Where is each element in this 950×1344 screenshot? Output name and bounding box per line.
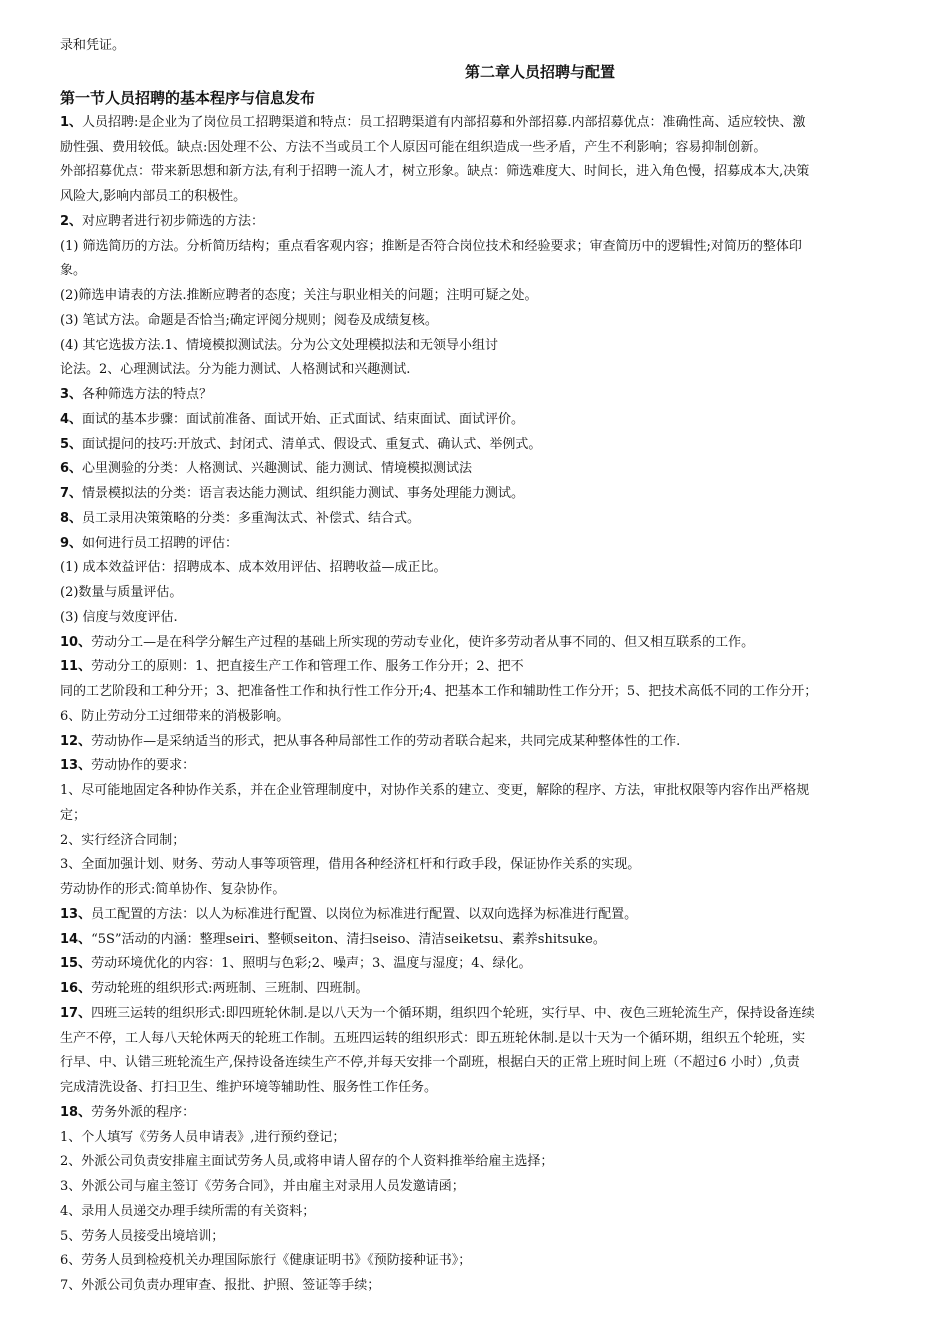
text-line [60, 259, 890, 284]
item-number: 6、 [60, 461, 83, 477]
text-line [60, 1027, 890, 1052]
item-number: 5、 [60, 436, 83, 452]
line-text: 2、实行经济合同制； [60, 832, 186, 848]
line-text: (3) 笔试方法。命题是否恰当;确定评阅分规则；阅卷及成绩复核。 [60, 312, 438, 328]
line-text: 如何进行员工招聘的评估： [82, 535, 239, 551]
line-text: 四班三运转的组织形式:即四班轮休制.是以八天为一个循环期，组织四个轮班，实行早、中、夜色三班轮流生产，保持设备连续 [91, 1005, 815, 1021]
line-text: 1、个人填写《劳务人员申请表》,进行预约登记； [60, 1129, 346, 1145]
line-text: 7、外派公司负责办理审查、报批、护照、签证等手续； [60, 1278, 381, 1293]
chapter-title: 第二章人员招聘与配置 [464, 62, 615, 81]
item-number: 15、 [60, 956, 92, 972]
line-text: 情景模拟法的分类：语言表达能力测试、组织能力测试、事务处理能力测试。 [82, 486, 525, 501]
line-text: 劳动分工—是在科学分解生产过程的基础上所实现的劳动专业化，使许多劳动者从事不同的、但又相互联系的工作。 [91, 634, 755, 650]
line-text: 6、防止劳动分工过细带来的消极影响。 [60, 708, 290, 724]
text-line [60, 532, 890, 557]
text-line [60, 829, 890, 854]
text-line [60, 1175, 890, 1200]
text-line [60, 606, 890, 631]
text-line [60, 433, 890, 458]
item-number: 12、 [60, 733, 92, 749]
text-line [60, 1274, 890, 1299]
item-number: 14、 [60, 931, 92, 947]
text-line [60, 928, 890, 953]
item-number: 8、 [60, 510, 83, 526]
item-number: 9、 [60, 535, 83, 551]
text-line [60, 457, 890, 482]
line-text: 1、尽可能地固定各种协作关系，并在企业管理制度中，对协作关系的建立、变更，解除的程序、方法，审批权限等内容作出严格规 [60, 783, 810, 798]
text-line [60, 1249, 890, 1274]
line-text: 人员招聘:是企业为了岗位员工招聘渠道和特点：员工招聘渠道有内部招募和外部招募.内部招募优点：准确性高、适应较快、激 [82, 114, 806, 130]
text-line [60, 779, 890, 804]
item-number: 2、 [60, 213, 83, 229]
item-number: 7、 [60, 486, 83, 501]
text-line [60, 754, 890, 779]
text-line [60, 284, 890, 309]
line-text: 外部招募优点：带来新思想和新方法,有利于招聘一流人才，树立形象。缺点：筛选难度大、时间长，进入角色慢，招募成本大,决策 [60, 164, 810, 180]
line-text: 定； [60, 807, 87, 823]
text-line [60, 1076, 890, 1101]
line-text: 劳务外派的程序： [91, 1104, 196, 1120]
item-number: 16、 [60, 981, 92, 996]
line-text: 对应聘者进行初步筛选的方法： [82, 213, 265, 229]
line-text: 员工配置的方法：以人为标准进行配置、以岗位为标准进行配置、以双向选择为标准进行配置。 [91, 906, 638, 922]
line-text: “5S”活动的内涵：整理seiri、整顿seiton、清扫seiso、清洁seiketsu、素养shitsuke。 [91, 931, 606, 947]
line-text: 风险大,影响内部员工的积极性。 [60, 189, 247, 204]
text-line [60, 507, 890, 532]
line-text: 2、外派公司负责安排雇主面试劳务人员,或将申请人留存的个人资料推举给雇主选择； [60, 1154, 554, 1170]
item-number: 1、 [60, 114, 83, 130]
text-line [60, 1101, 890, 1126]
line-text: 员工录用决策策略的分类：多重淘汰式、补偿式、结合式。 [82, 510, 421, 526]
line-text: (2)数量与质量评估。 [60, 585, 183, 600]
line-text: 6、劳务人员到检疫机关办理国际旅行《健康证明书》《预防接种证书》； [60, 1253, 472, 1269]
line-text: 劳动轮班的组织形式:两班制、三班制、四班制。 [91, 981, 369, 996]
text-line [60, 556, 890, 581]
line-text: 3、全面加强计划、财务、劳动人事等项管理，借用各种经济杠杆和行政手段，保证协作关系的实现。 [60, 857, 641, 873]
section-title: 第一节人员招聘的基本程序与信息发布 [60, 88, 316, 107]
text-line [60, 631, 890, 656]
line-text: 生产不停，工人每八天轮休两天的轮班工作制。五班四运转的组织形式：即五班轮休制.是以十天为一个循环期，组织五个轮班，实 [60, 1030, 806, 1046]
text-line [60, 655, 890, 680]
line-text: 完成清洗设备、打扫卫生、维护环境等辅助性、服务性工作任务。 [60, 1080, 438, 1095]
text-line [60, 804, 890, 829]
text-line [60, 408, 890, 433]
item-number: 10、 [60, 634, 92, 650]
text-line [60, 383, 890, 408]
line-text: (1) 成本效益评估：招聘成本、成本效用评估、招聘收益—成正比。 [60, 560, 447, 576]
text-line [60, 705, 890, 730]
text-line [60, 730, 890, 755]
line-text: 4、录用人员递交办理手续所需的有关资料； [60, 1203, 316, 1219]
line-text: 面试的基本步骤：面试前准备、面试开始、正式面试、结束面试、面试评价。 [82, 411, 525, 427]
text-line [60, 1225, 890, 1250]
text-line [60, 210, 890, 235]
text-line [60, 581, 890, 606]
line-text: 各种筛选方法的特点？ [82, 387, 213, 402]
text-line [60, 878, 890, 903]
line-text: (1) 筛选简历的方法。分析简历结构；重点看客观内容；推断是否符合岗位技术和经验要求；审查简历中的逻辑性;对简历的整体印 [60, 238, 802, 254]
text-line [60, 160, 890, 185]
line-text: 劳动协作的形式:简单协作、复杂协作。 [60, 882, 286, 897]
text-line [60, 136, 890, 161]
line-text: (4) 其它选拔方法.1、情境模拟测试法。分为公文处理模拟法和无领导小组讨 [60, 337, 498, 353]
item-number: 4、 [60, 411, 83, 427]
line-text: 劳动协作的要求： [91, 758, 196, 774]
text-line [60, 111, 890, 136]
line-text: 励性强、费用较低。缺点:因处理不公、方法不当或员工个人原因可能在组织造成一些矛盾，产生不利影响；容易抑制创新。 [60, 139, 767, 155]
text-line [60, 34, 890, 59]
text-line [60, 358, 890, 383]
line-text: 劳动环境优化的内容：1、照明与色彩;2、噪声；3、温度与湿度；4、绿化。 [91, 956, 532, 972]
text-line [60, 309, 890, 334]
line-text: 录和凭证。 [60, 38, 126, 53]
line-text: 面试提问的技巧:开放式、封闭式、清单式、假设式、重复式、确认式、举例式。 [82, 436, 542, 452]
line-text: 5、劳务人员接受出境培训； [60, 1228, 225, 1244]
line-text: 同的工艺阶段和工种分开；3、把准备性工作和执行性工作分开;4、把基本工作和辅助性工作分开；5、把技术高低不同的工作分开； [60, 684, 818, 699]
text-line [60, 903, 890, 928]
text-line [60, 680, 890, 705]
item-number: 3、 [60, 387, 83, 402]
text-line [60, 1126, 890, 1151]
line-text: (3) 信度与效度评估. [60, 609, 178, 625]
line-text: 行早、中、认错三班轮流生产,保持设备连续生产不停,并每天安排一个副班，根据白天的正常上班时间上班（不超过6 小时）,负责 [60, 1055, 800, 1071]
item-number: 13、 [60, 758, 92, 774]
line-text: 劳动分工的原则：1、把直接生产工作和管理工作、服务工作分开；2、把不 [91, 659, 524, 675]
item-number: 18、 [60, 1104, 92, 1120]
text-line [60, 482, 890, 507]
line-text: (2)筛选申请表的方法.推断应聘者的态度；关注与职业相关的问题；注明可疑之处。 [60, 288, 538, 303]
item-number: 13、 [60, 906, 92, 922]
item-number: 11、 [60, 659, 92, 675]
text-line [60, 952, 890, 977]
line-text: 论法。2、心理测试法。分为能力测试、人格测试和兴趣测试. [60, 362, 411, 378]
text-line [60, 1051, 890, 1076]
line-text: 3、外派公司与雇主签订《劳务合同》，并由雇主对录用人员发邀请函； [60, 1179, 465, 1194]
text-line [60, 853, 890, 878]
item-number: 17、 [60, 1005, 92, 1021]
line-text: 象。 [60, 263, 87, 279]
line-text: 心里测验的分类：人格测试、兴趣测试、能力测试、情境模拟测试法 [82, 461, 473, 477]
line-text: 劳动协作—是采纳适当的形式，把从事各种局部性工作的劳动者联合起来，共同完成某种整体性的工作. [91, 733, 681, 749]
text-line [60, 1150, 890, 1175]
text-line [60, 185, 890, 210]
text-line [60, 977, 890, 1002]
text-line [60, 334, 890, 359]
text-line [60, 235, 890, 260]
text-line [60, 1002, 890, 1027]
text-line [60, 1200, 890, 1225]
